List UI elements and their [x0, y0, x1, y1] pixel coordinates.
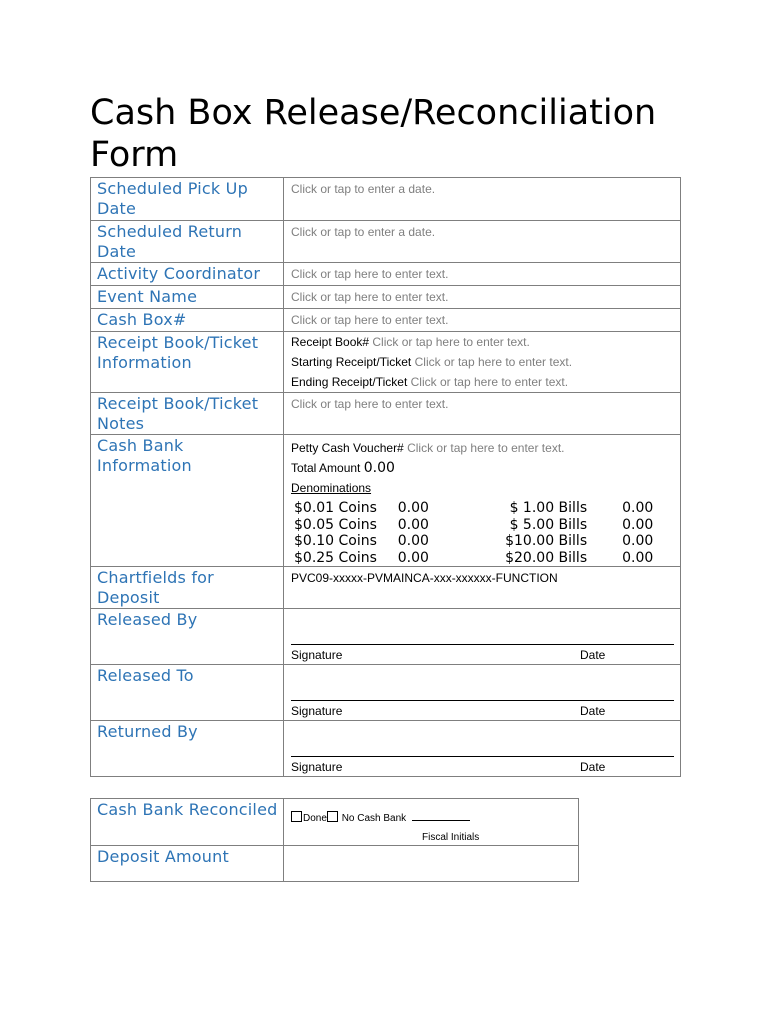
- done-label: Done: [303, 813, 327, 824]
- released-by-signature-area[interactable]: [284, 609, 681, 665]
- chartfields-value[interactable]: PVC09-xxxxx-PVMAINCA-xxx-xxxxxx-FUNCTION: [291, 571, 558, 585]
- row-deposit-amount: [91, 846, 579, 882]
- reconciled-options: [284, 799, 579, 846]
- row-released-to: [91, 665, 681, 721]
- reconciled-checkboxes: [291, 811, 470, 825]
- coin-label: $0.10 Coins: [294, 533, 377, 549]
- coordinator-field[interactable]: [284, 263, 681, 286]
- signature-line: [291, 644, 674, 645]
- total-amount-label: Total Amount: [291, 461, 361, 475]
- denomination-row: [291, 533, 674, 550]
- bill-value[interactable]: 0.00: [622, 533, 654, 549]
- coordinator-placeholder[interactable]: Click or tap here to enter text.: [291, 267, 449, 281]
- coin-value[interactable]: 0.00: [397, 516, 429, 533]
- signature-label: Signature: [291, 704, 343, 718]
- petty-cash-voucher-placeholder[interactable]: Click or tap here to enter text.: [407, 441, 565, 455]
- bill-value[interactable]: 0.00: [622, 516, 654, 533]
- signature-block: [291, 609, 680, 664]
- signature-label: Signature: [291, 760, 343, 774]
- signature-line: [291, 700, 674, 701]
- denominations-grid: [291, 500, 674, 566]
- event-name-label: Event Name: [91, 286, 284, 309]
- deposit-amount-label: Deposit Amount: [91, 846, 284, 882]
- denomination-row: [291, 550, 674, 567]
- coin-value[interactable]: 0.00: [397, 533, 429, 549]
- receipt-book-placeholder[interactable]: Click or tap here to enter text.: [372, 335, 530, 349]
- total-amount-line: [291, 458, 674, 478]
- released-to-signature-area[interactable]: [284, 665, 681, 721]
- page-title: Cash Box Release/Reconciliation Form: [90, 93, 657, 175]
- cash-box-label: Cash Box#: [91, 309, 284, 332]
- coordinator-label: Activity Coordinator: [91, 263, 284, 286]
- starting-receipt-label: Starting Receipt/Ticket: [291, 355, 412, 369]
- bill-value[interactable]: 0.00: [622, 500, 654, 516]
- reconciled-options-block: [291, 799, 578, 845]
- cash-bank-label: Cash Bank Information: [91, 435, 284, 567]
- returned-by-signature-area[interactable]: [284, 721, 681, 777]
- cash-box-placeholder[interactable]: Click or tap here to enter text.: [291, 313, 449, 327]
- row-released-by: [91, 609, 681, 665]
- fiscal-initials-line[interactable]: [412, 812, 470, 821]
- coin-label: $0.05 Coins: [294, 516, 377, 533]
- signature-label: Signature: [291, 648, 343, 662]
- done-checkbox-icon[interactable]: [291, 811, 302, 822]
- cash-bank-reconciled-label: Cash Bank Reconciled: [91, 799, 284, 846]
- pickup-date-placeholder[interactable]: Click or tap to enter a date.: [291, 182, 436, 196]
- row-cash-bank-reconciled: [91, 799, 579, 846]
- coin-label: $0.25 Coins: [294, 549, 377, 566]
- bill-value[interactable]: 0.00: [622, 549, 654, 566]
- cash-bank-field: [284, 435, 681, 567]
- row-coordinator: [91, 263, 681, 286]
- ending-receipt-line: [291, 372, 674, 392]
- no-cash-bank-checkbox-icon[interactable]: [327, 811, 338, 822]
- chartfields-field[interactable]: [284, 567, 681, 609]
- return-date-label: Scheduled Return Date: [91, 221, 284, 263]
- bill-label: $ 5.00 Bills: [509, 516, 588, 533]
- pickup-date-label: Scheduled Pick Up Date: [91, 178, 284, 221]
- bill-label: $ 1.00 Bills: [509, 500, 588, 516]
- ending-receipt-placeholder[interactable]: Click or tap here to enter text.: [410, 375, 569, 389]
- denominations-label: Denominations: [291, 481, 372, 495]
- bill-label: $20.00 Bills: [505, 549, 588, 566]
- coin-label: $0.01 Coins: [294, 500, 377, 516]
- row-event-name: [91, 286, 681, 309]
- starting-receipt-line: [291, 352, 674, 372]
- date-label: Date: [580, 648, 606, 662]
- petty-cash-voucher-line: [291, 438, 674, 458]
- date-label: Date: [580, 760, 606, 774]
- row-cash-bank: [91, 435, 681, 567]
- return-date-field[interactable]: [284, 221, 681, 263]
- released-to-label: Released To: [91, 665, 284, 721]
- receipt-book-line: [291, 332, 674, 352]
- release-form-table: [90, 177, 681, 777]
- row-receipt-notes: [91, 393, 681, 435]
- ending-receipt-label: Ending Receipt/Ticket: [291, 375, 408, 389]
- return-date-placeholder[interactable]: Click or tap to enter a date.: [291, 225, 436, 239]
- receipt-info-field: [284, 332, 681, 393]
- denomination-row: [291, 500, 674, 517]
- receipt-notes-field[interactable]: [284, 393, 681, 435]
- petty-cash-voucher-label: Petty Cash Voucher#: [291, 441, 404, 455]
- total-amount-value[interactable]: 0.00: [363, 460, 395, 476]
- coin-value[interactable]: 0.00: [397, 500, 429, 516]
- released-by-label: Released By: [91, 609, 284, 665]
- signature-line: [291, 756, 674, 757]
- chartfields-label: Chartfields for Deposit: [91, 567, 284, 609]
- returned-by-label: Returned By: [91, 721, 284, 777]
- row-cash-box: [91, 309, 681, 332]
- signature-block: [291, 665, 680, 720]
- event-name-field[interactable]: [284, 286, 681, 309]
- coin-value[interactable]: 0.00: [397, 549, 429, 566]
- starting-receipt-placeholder[interactable]: Click or tap here to enter text.: [414, 355, 573, 369]
- event-name-placeholder[interactable]: Click or tap here to enter text.: [291, 290, 449, 304]
- row-pickup-date: [91, 178, 681, 221]
- receipt-book-label: Receipt Book#: [291, 335, 370, 349]
- receipt-info-label: Receipt Book/Ticket Information: [91, 332, 284, 393]
- no-cash-bank-label: No Cash Bank: [341, 813, 407, 824]
- pickup-date-field[interactable]: [284, 178, 681, 221]
- denomination-row: [291, 517, 674, 534]
- signature-block: [291, 721, 680, 776]
- row-chartfields: [91, 567, 681, 609]
- fiscal-initials-label: Fiscal Initials: [422, 832, 480, 843]
- receipt-notes-label: Receipt Book/Ticket Notes: [91, 393, 284, 435]
- row-returned-by: [91, 721, 681, 777]
- bill-label: $10.00 Bills: [505, 533, 588, 549]
- row-return-date: [91, 221, 681, 263]
- row-receipt-info: [91, 332, 681, 393]
- reconciliation-table: [90, 798, 579, 882]
- receipt-notes-placeholder[interactable]: Click or tap here to enter text.: [291, 397, 449, 411]
- deposit-amount-field[interactable]: [284, 846, 579, 882]
- date-label: Date: [580, 704, 606, 718]
- cash-box-field[interactable]: [284, 309, 681, 332]
